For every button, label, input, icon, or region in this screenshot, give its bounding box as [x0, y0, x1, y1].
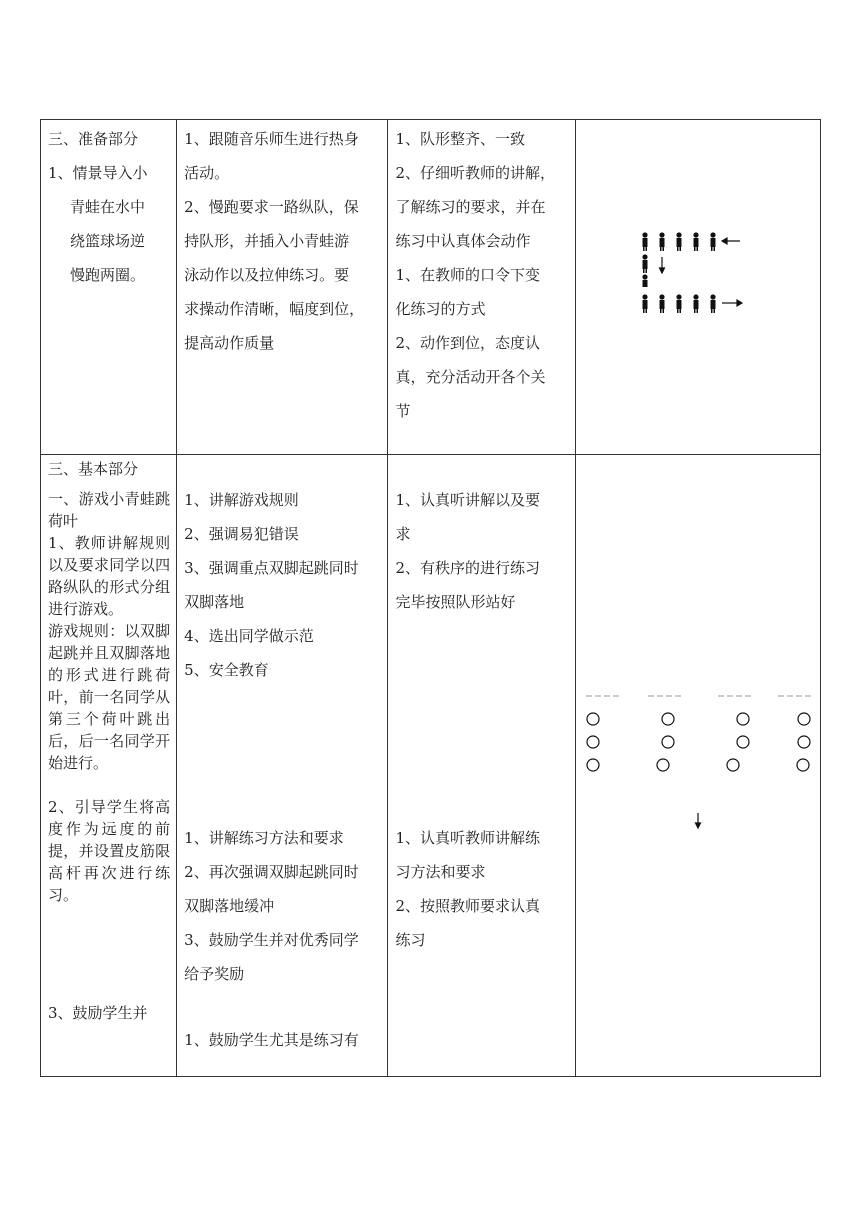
arrow-down-icon	[659, 257, 664, 273]
prep-formation-cell	[575, 120, 820, 455]
student-figure-icon	[659, 232, 664, 251]
prep-title: 三、准备部分	[48, 130, 139, 148]
lilypad-marker	[662, 713, 674, 725]
basic-teacher-cell	[177, 455, 388, 1077]
student-step: 1、认真听教师讲解练	[395, 829, 540, 847]
arrow-down-icon	[695, 813, 700, 828]
teacher-step: 1、讲解游戏规则	[184, 491, 299, 509]
teacher-step: 3、强调重点双脚起跳同时	[184, 559, 359, 577]
game-step-3: 3、鼓励学生并	[48, 1004, 148, 1022]
student-figure-icon	[710, 232, 715, 251]
lesson-plan-table	[40, 119, 821, 1077]
student-step: 1、认真听讲解以及要	[395, 491, 540, 509]
student-figure-icon	[642, 254, 647, 273]
prep-teacher-line: 求操动作清晰，幅度到位，	[184, 300, 365, 318]
student-figure-icon	[676, 294, 681, 313]
student-figure-icon	[642, 294, 647, 313]
prep-student-line: 1、队形整齐、一致	[395, 130, 525, 148]
jog-formation-diagram	[576, 120, 821, 453]
arrow-right-icon	[722, 300, 742, 306]
game-rules: 游戏规则：以双脚起跳并且双脚落地的形式进行跳荷叶，前一名同学从第三个荷叶跳出后，后一名同学开始进行。	[48, 622, 171, 772]
prep-student-line: 2、动作到位，态度认	[395, 334, 540, 352]
prep-teacher-line: 活动。	[184, 164, 230, 182]
lilypad-marker	[797, 759, 809, 771]
teacher-step: 2、再次强调双脚起跳同时	[184, 863, 359, 881]
game-title: 一、游戏小青蛙跳荷叶	[48, 490, 171, 530]
lilypad-marker	[587, 736, 599, 748]
basic-student-cell	[388, 455, 575, 1077]
prep-student-cell	[388, 120, 575, 455]
lilypad-formation-diagram	[576, 455, 821, 1075]
student-step: 完毕按照队形站好	[395, 593, 516, 611]
game-step-2: 2、引导学生将高度作为远度的前提，并设置皮筋限高杆再次进行练习。	[48, 798, 171, 904]
prep-student-line: 1、在教师的口令下变	[395, 266, 540, 284]
lilypad-marker	[798, 736, 810, 748]
basic-row	[41, 455, 821, 1077]
student-step: 2、有秩序的进行练习	[395, 559, 540, 577]
prep-student-line: 真，充分活动开各个关	[395, 368, 546, 386]
student-step: 2、按照教师要求认真	[395, 897, 540, 915]
student-figure-icon	[659, 294, 664, 313]
teacher-step: 3、鼓励学生并对优秀同学	[184, 931, 359, 949]
prep-teacher-line: 提高动作质量	[184, 334, 275, 352]
lilypad-marker	[587, 759, 599, 771]
basic-content-cell	[41, 455, 177, 1077]
prep-content-cell	[41, 120, 177, 455]
lilypad-marker	[657, 759, 669, 771]
arrow-left-icon	[722, 238, 740, 244]
game-step-1: 1、教师讲解规则以及要求同学以四路纵队的形式分组进行游戏。	[48, 534, 171, 618]
student-step: 习方法和要求	[395, 863, 486, 881]
student-step: 求	[395, 525, 411, 543]
student-figure-icon	[693, 232, 698, 251]
prep-student-line: 练习中认真体会动作	[395, 232, 531, 250]
prep-teacher-line: 1、跟随音乐师生进行热身	[184, 130, 359, 148]
prep-teacher-line: 持队形，并插入小青蛙游	[184, 232, 350, 250]
teacher-step: 双脚落地缓冲	[184, 897, 275, 915]
prep-item-line: 慢跑两圈。	[70, 266, 146, 284]
prep-row	[41, 120, 821, 455]
teacher-step: 5、安全教育	[184, 661, 269, 679]
prep-student-line: 化练习的方式	[395, 300, 486, 318]
teacher-step: 2、强调易犯错误	[184, 525, 299, 543]
teacher-step: 1、讲解练习方法和要求	[184, 829, 344, 847]
lilypad-marker	[737, 713, 749, 725]
teacher-step: 4、选出同学做示范	[184, 627, 314, 645]
prep-student-line: 了解练习的要求，并在	[395, 198, 546, 216]
prep-teacher-line: 泳动作以及拉伸练习。要	[184, 266, 350, 284]
prep-item-head: 1、情景导入小	[48, 164, 148, 182]
prep-student-line: 2、仔细听教师的讲解，	[395, 164, 555, 182]
lilypad-marker	[798, 713, 810, 725]
prep-teacher-line: 2、慢跑要求一路纵队，保	[184, 198, 359, 216]
teacher-step: 1、鼓励学生尤其是练习有	[184, 1031, 359, 1049]
student-figure-icon	[676, 232, 681, 251]
student-figure-icon	[693, 294, 698, 313]
student-figure-icon	[710, 294, 715, 313]
basic-formation-cell	[575, 455, 820, 1077]
lilypad-marker	[737, 736, 749, 748]
student-figure-icon	[642, 232, 647, 251]
teacher-step: 双脚落地	[184, 593, 245, 611]
student-figure-icon	[642, 274, 647, 287]
student-step: 练习	[395, 931, 426, 949]
teacher-step: 给予奖励	[184, 965, 245, 983]
prep-teacher-cell	[177, 120, 388, 455]
basic-title: 三、基本部分	[48, 460, 139, 478]
lilypad-marker	[662, 736, 674, 748]
lilypad-marker	[587, 713, 599, 725]
prep-student-line: 节	[395, 402, 411, 420]
lilypad-marker	[727, 759, 739, 771]
prep-item-line: 青蛙在水中	[70, 198, 146, 216]
prep-item-line: 绕篮球场逆	[70, 232, 146, 250]
